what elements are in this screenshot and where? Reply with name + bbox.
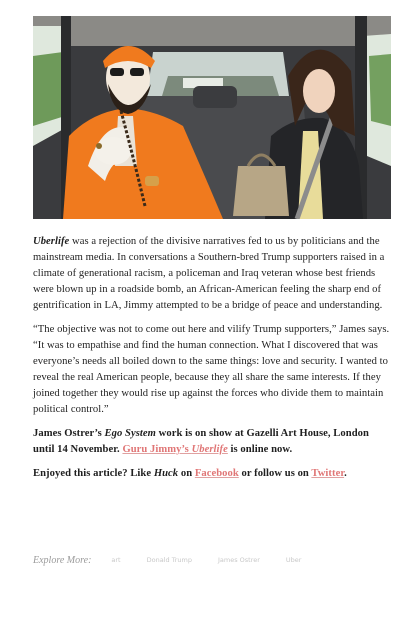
tag-donald-trump[interactable]: Donald Trump xyxy=(146,556,192,564)
uberlife-link[interactable] xyxy=(122,444,227,455)
project-title: Uberlife xyxy=(33,236,70,247)
tag-art[interactable]: art xyxy=(111,556,121,564)
uberlife-link-title: Uberlife xyxy=(191,444,228,455)
social-end: . xyxy=(344,468,347,479)
brand-name: Huck xyxy=(153,468,179,479)
uberlife-link-prefix: Guru Jimmy’s xyxy=(122,444,192,455)
paragraph-social xyxy=(33,466,391,482)
twitter-link[interactable]: Twitter xyxy=(311,468,345,479)
explore-more xyxy=(33,551,391,569)
tag-uber[interactable]: Uber xyxy=(285,556,302,564)
explore-label: Explore More: xyxy=(33,554,92,566)
hero-image xyxy=(33,16,391,219)
social-on: on xyxy=(178,468,195,479)
exhibition-suffix: is online now. xyxy=(227,444,293,455)
paragraph-quote: “The objective was not to come out here and vilify Trump supporters,” James says. “It was to empathise and find the human connection. What I discovered that was everyone’s needs all boiled down to the same things: love and security. I wanted to reveal the real American people, because they all share the same interests. If they joined together they would rise up against the forces who divide them to maintain political control.” xyxy=(33,324,390,415)
exhibition-middle: work is on show at Gazelli Art House, London until 14 November. xyxy=(33,428,369,455)
paragraph-intro-text: was a rejection of the divisive narratives fed to us by politicians and the mainstream media. In conversations a Southern-bred Trump supporters raised in a climate of generational racism, a policeman and Iraq veteran whose best friends were blown up in a roadside bomb, an African-American feeling the sharp end of gentrification in LA, Jimmy attempted to be a bridge of peace and understanding. xyxy=(33,236,385,311)
facebook-link[interactable]: Facebook xyxy=(194,468,239,479)
tag-james-ostrer[interactable]: James Ostrer xyxy=(217,556,260,564)
paragraph-intro xyxy=(33,234,391,314)
exhibition-prefix: James Ostrer’s xyxy=(33,428,105,439)
work-title: Ego System xyxy=(104,428,156,439)
social-or-follow: or follow us on xyxy=(238,468,312,479)
article-body xyxy=(33,234,391,490)
paragraph-exhibition xyxy=(33,426,391,458)
social-prefix: Enjoyed this article? Like xyxy=(33,468,154,479)
